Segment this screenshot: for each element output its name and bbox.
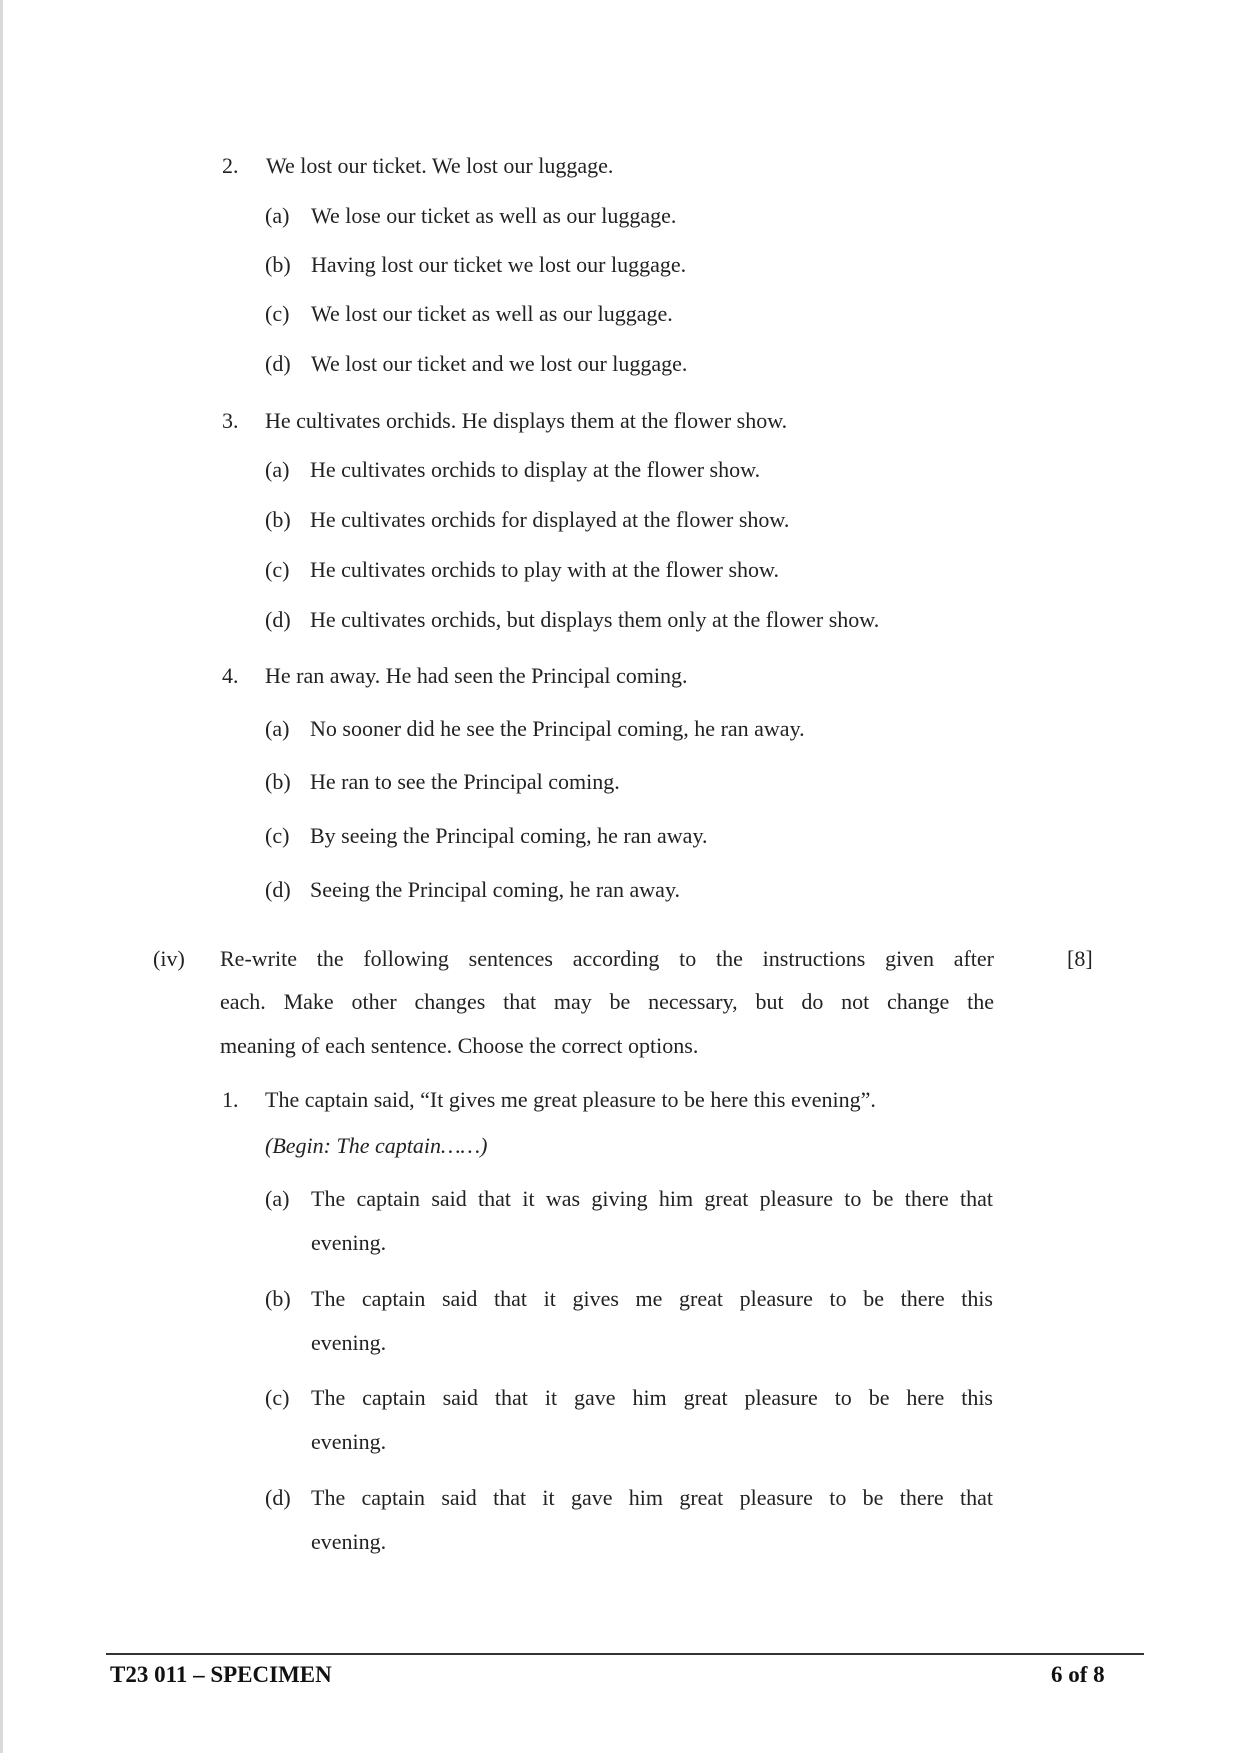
option-text-cont[interactable]: evening.	[311, 1429, 387, 1454]
question-number: 3.	[222, 408, 239, 433]
option-label[interactable]: (c)	[265, 823, 290, 848]
option-text-cont[interactable]: evening.	[311, 1230, 387, 1255]
option-label[interactable]: (c)	[265, 301, 290, 326]
option-text-cont[interactable]: evening.	[311, 1529, 387, 1554]
option-label[interactable]: (c)	[265, 557, 290, 582]
question-text: He cultivates orchids. He displays them at the flower show.	[265, 408, 788, 433]
paper-code: T23 011 – SPECIMEN	[110, 1662, 332, 1687]
option-text[interactable]: The captain said that it was giving him great pleasure to be there that	[311, 1186, 993, 1211]
question-hint: (Begin: The captain……)	[265, 1133, 488, 1158]
marks-badge: [8]	[1067, 946, 1093, 971]
option-label[interactable]: (b)	[265, 507, 291, 532]
option-label[interactable]: (b)	[265, 769, 291, 794]
question-text: We lost our ticket. We lost our luggage.	[266, 153, 614, 178]
option-label[interactable]: (d)	[265, 607, 291, 632]
option-label[interactable]: (b)	[265, 1286, 291, 1311]
option-text[interactable]: Seeing the Principal coming, he ran away.	[310, 877, 681, 902]
instruction-line: meaning of each sentence. Choose the correct options.	[220, 1033, 699, 1058]
option-text[interactable]: We lost our ticket as well as our luggage.	[311, 301, 673, 326]
option-text[interactable]: By seeing the Principal coming, he ran away.	[310, 823, 708, 848]
option-label[interactable]: (b)	[265, 252, 291, 277]
option-text[interactable]: The captain said that it gave him great pleasure to be here this	[311, 1385, 993, 1410]
option-label[interactable]: (a)	[265, 457, 290, 482]
question-number: 4.	[222, 663, 239, 688]
option-text[interactable]: We lost our ticket and we lost our luggage.	[311, 351, 688, 376]
option-text[interactable]: He ran to see the Principal coming.	[310, 769, 620, 794]
question-text: The captain said, “It gives me great pleasure to be here this evening”.	[265, 1087, 876, 1112]
section-number: (iv)	[153, 946, 185, 971]
option-label[interactable]: (a)	[265, 1186, 290, 1211]
instruction-line: Re-write the following sentences according to the instructions given after	[220, 946, 994, 971]
option-text[interactable]: Having lost our ticket we lost our luggage.	[311, 252, 687, 277]
option-label[interactable]: (d)	[265, 877, 291, 902]
page-number: 6 of 8	[1051, 1662, 1105, 1687]
option-text[interactable]: He cultivates orchids, but displays them only at the flower show.	[310, 607, 880, 632]
option-text[interactable]: He cultivates orchids for displayed at the flower show.	[310, 507, 790, 532]
question-number: 2.	[222, 153, 239, 178]
option-text-cont[interactable]: evening.	[311, 1330, 387, 1355]
option-text[interactable]: No sooner did he see the Principal coming, he ran away.	[310, 716, 805, 741]
option-text[interactable]: The captain said that it gave him great pleasure to be there that	[311, 1485, 993, 1510]
option-text[interactable]: We lose our ticket as well as our luggage.	[311, 203, 677, 228]
footer-divider	[106, 1653, 1144, 1655]
option-text[interactable]: He cultivates orchids to display at the flower show.	[310, 457, 761, 482]
option-label[interactable]: (a)	[265, 716, 290, 741]
instruction-line: each. Make other changes that may be necessary, but do not change the	[220, 989, 994, 1014]
option-text[interactable]: He cultivates orchids to play with at the flower show.	[310, 557, 780, 582]
option-label[interactable]: (d)	[265, 351, 291, 376]
option-label[interactable]: (a)	[265, 203, 290, 228]
page-edge	[0, 0, 3, 1753]
option-label[interactable]: (c)	[265, 1385, 290, 1410]
question-text: He ran away. He had seen the Principal coming.	[265, 663, 688, 688]
option-label[interactable]: (d)	[265, 1485, 291, 1510]
question-number: 1.	[222, 1087, 239, 1112]
option-text[interactable]: The captain said that it gives me great pleasure to be there this	[311, 1286, 993, 1311]
